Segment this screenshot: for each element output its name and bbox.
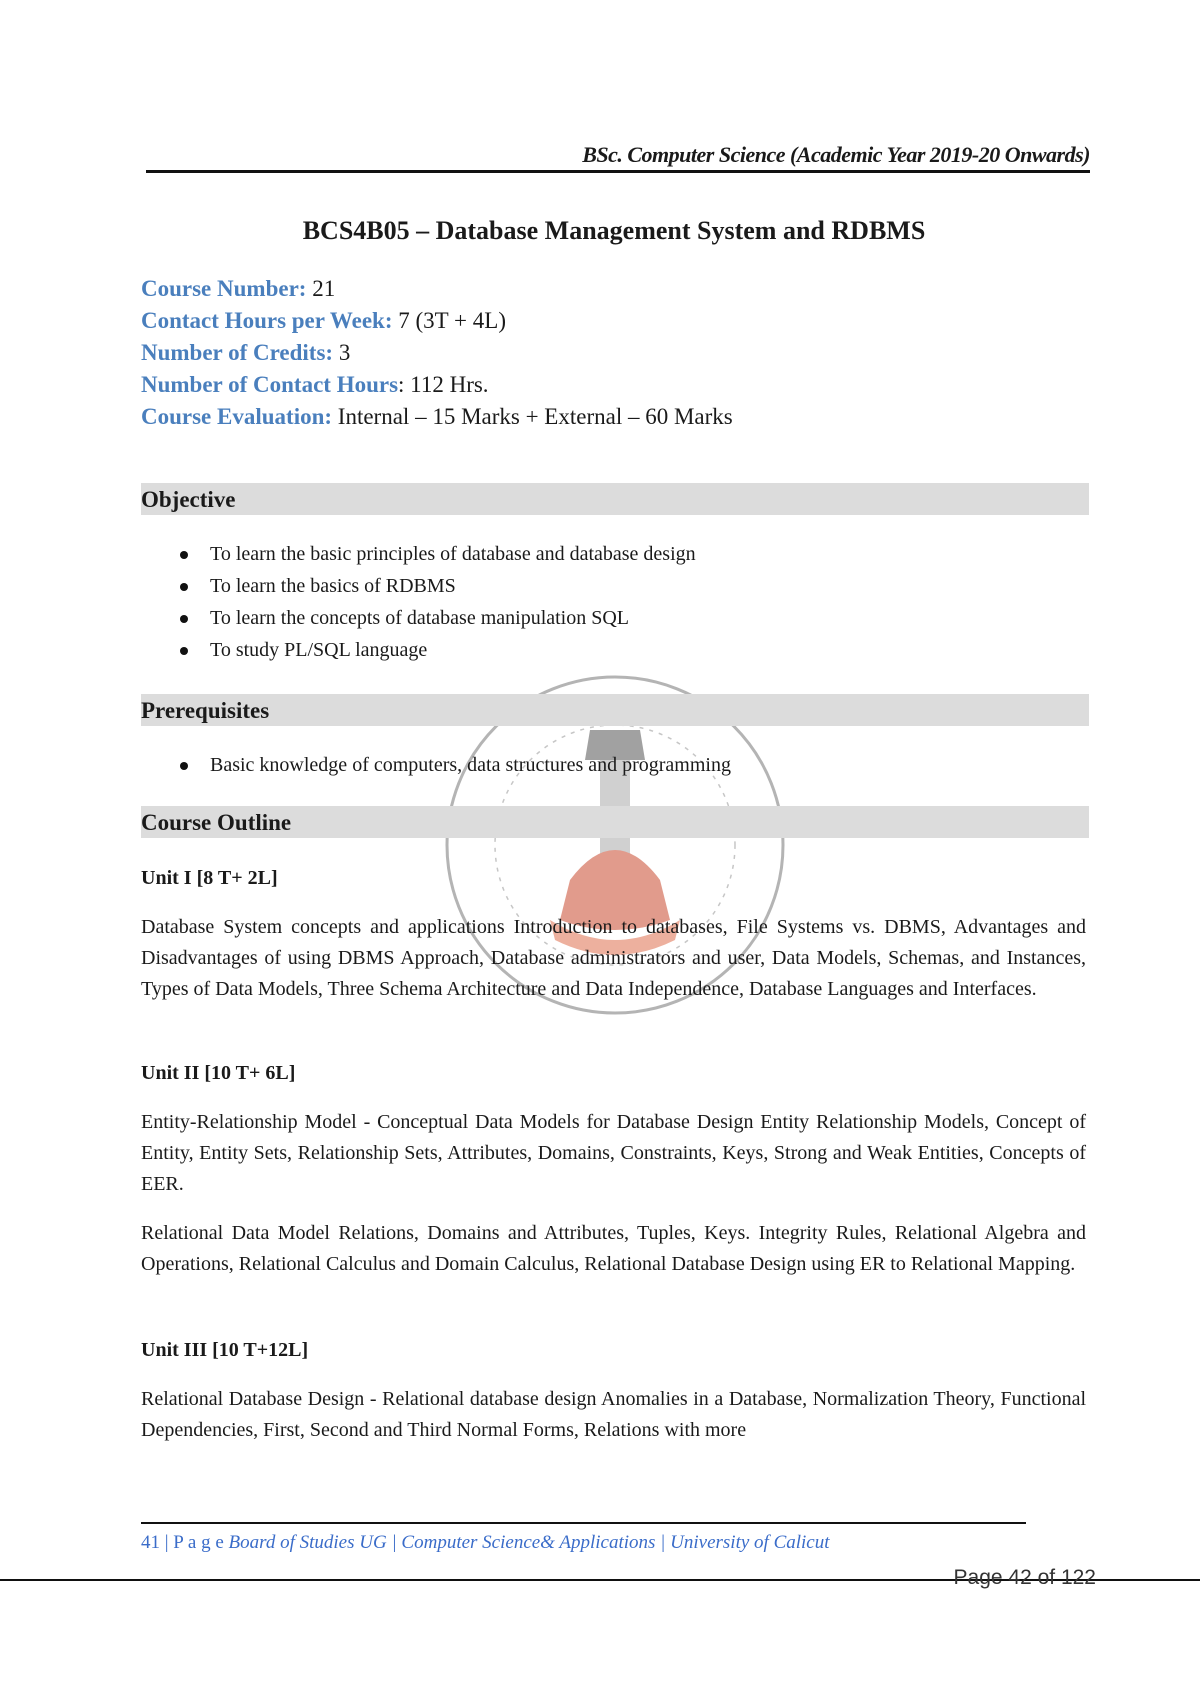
page-counter: Page 42 of 122 [953, 1566, 1096, 1589]
program-header: BSc. Computer Science (Academic Year 2019-20 Onwards) [582, 142, 1090, 167]
info-value: : 112 Hrs. [398, 372, 489, 397]
list-item: Basic knowledge of computers, data structures and programming [176, 749, 731, 781]
prerequisites-list [176, 749, 731, 781]
list-item: To learn the concepts of database manipulation SQL [176, 602, 696, 634]
objective-list [176, 538, 696, 666]
unit-3-title: Unit III [10 T+12L] [141, 1339, 309, 1361]
header-rule [146, 170, 1090, 173]
list-item: To learn the basic principles of database and database design [176, 538, 696, 570]
info-label: Number of Credits: [141, 340, 334, 365]
info-value: 7 (3T + 4L) [392, 308, 506, 333]
list-item: To study PL/SQL language [176, 634, 696, 666]
footer-board: Board of Studies UG | Computer Science& Applications | University of Calicut [228, 1532, 830, 1553]
info-value: Internal – 15 Marks + External – 60 Marks [332, 404, 733, 429]
info-evaluation [141, 404, 733, 430]
footer-rule [141, 1522, 1026, 1524]
info-contact-hours [141, 372, 489, 398]
list-item: To learn the basics of RDBMS [176, 570, 696, 602]
unit-3-paragraph: Relational Database Design - Relational database design Anomalies in a Database, Normalization Theory, Functional Dependencies, First, Second and Third Normal Forms, Relations with more [141, 1388, 1086, 1441]
info-contact-hours-week [141, 308, 506, 334]
section-course-outline: Course Outline [141, 806, 1089, 838]
info-value: 3 [333, 340, 351, 365]
info-credits [141, 340, 350, 366]
info-label: Course Number: [141, 276, 307, 301]
info-value: 21 [306, 276, 336, 301]
unit-1-title: Unit I [8 T+ 2L] [141, 867, 278, 889]
unit-1-paragraph: Database System concepts and applications Introduction to databases, File Systems vs. DBMS, Advantages and Disadvantages of using DBMS Approach, Database administrators and user, Data Models, Schemas, and Instances, Types of Data Models, Three Schema Architecture and Data Independence, Database Languages and Interfaces. [141, 916, 1086, 1000]
unit-2-paragraph-2: Relational Data Model Relations, Domains and Attributes, Tuples, Keys. Integrity Rules, Relational Algebra and Operations, Relational Calculus and Domain Calculus, Relational Database Design using ER to Relational Mapping. [141, 1222, 1086, 1275]
info-course-number [141, 276, 335, 302]
unit-2-paragraph-1: Entity-Relationship Model - Conceptual Data Models for Database Design Entity Relationship Models, Concept of Entity, Entity Sets, Relationship Sets, Attributes, Domains, Constraints, Keys, Strong and Weak Entities, Concepts of EER. [141, 1111, 1086, 1195]
info-label: Course Evaluation: [141, 404, 333, 429]
section-objective: Objective [141, 483, 1089, 515]
footer [141, 1532, 830, 1554]
section-prerequisites: Prerequisites [141, 694, 1089, 726]
footer-page-number: 41 | P a g e [141, 1532, 224, 1553]
unit-2-title: Unit II [10 T+ 6L] [141, 1062, 296, 1084]
course-title: BCS4B05 – Database Management System and RDBMS [302, 216, 926, 245]
info-label: Contact Hours per Week: [141, 308, 393, 333]
info-label: Number of Contact Hours [141, 372, 399, 397]
